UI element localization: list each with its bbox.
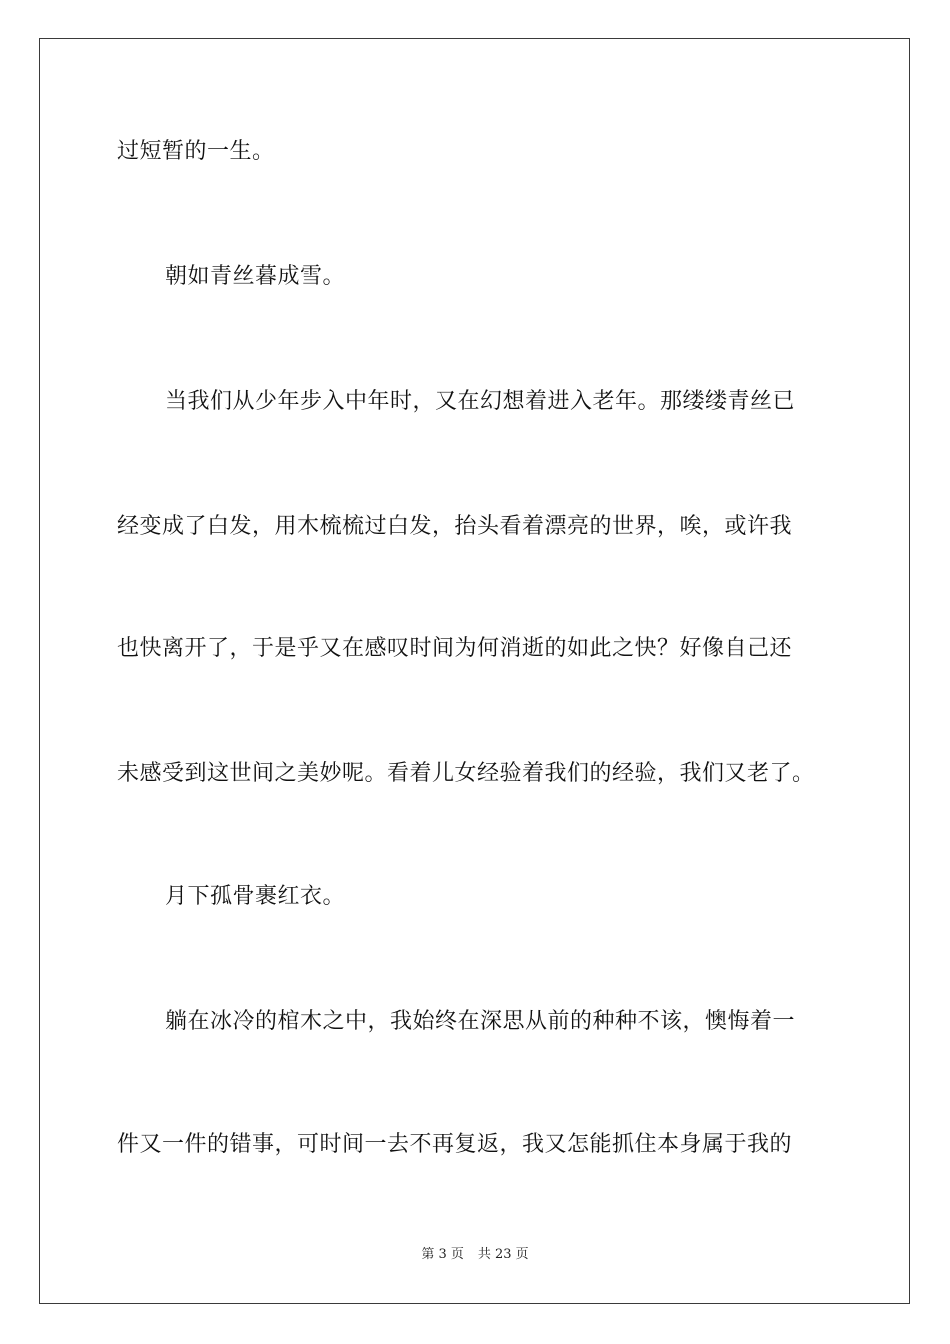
page-footer: [0, 1246, 950, 1264]
paragraph-line: 朝如青丝暮成雪。: [165, 264, 346, 289]
page-number: 第 3 页: [421, 1247, 464, 1262]
total-pages: 共 23 页: [477, 1247, 529, 1262]
page-border: [39, 38, 910, 1304]
paragraph-line: 未感受到这世间之美妙呢。看着儿女经验着我们的经验，我们又老了。: [117, 761, 815, 786]
paragraph-line: 过短暂的一生。: [117, 139, 275, 164]
paragraph-line: 月下孤骨裹红衣。: [165, 884, 346, 909]
paragraph-line: 也快离开了，于是乎又在感叹时间为何消逝的如此之快？好像自己还: [117, 636, 793, 661]
paragraph-line: 经变成了白发，用木梳梳过白发，抬头看着漂亮的世界，唉，或许我: [117, 514, 793, 539]
paragraph-line: 件又一件的错事，可时间一去不再复返，我又怎能抓住本身属于我的: [117, 1132, 793, 1157]
paragraph-line: 当我们从少年步入中年时，又在幻想着进入老年。那缕缕青丝已: [165, 389, 796, 414]
paragraph-line: 躺在冰冷的棺木之中，我始终在深思从前的种种不该，懊悔着一: [165, 1009, 796, 1034]
